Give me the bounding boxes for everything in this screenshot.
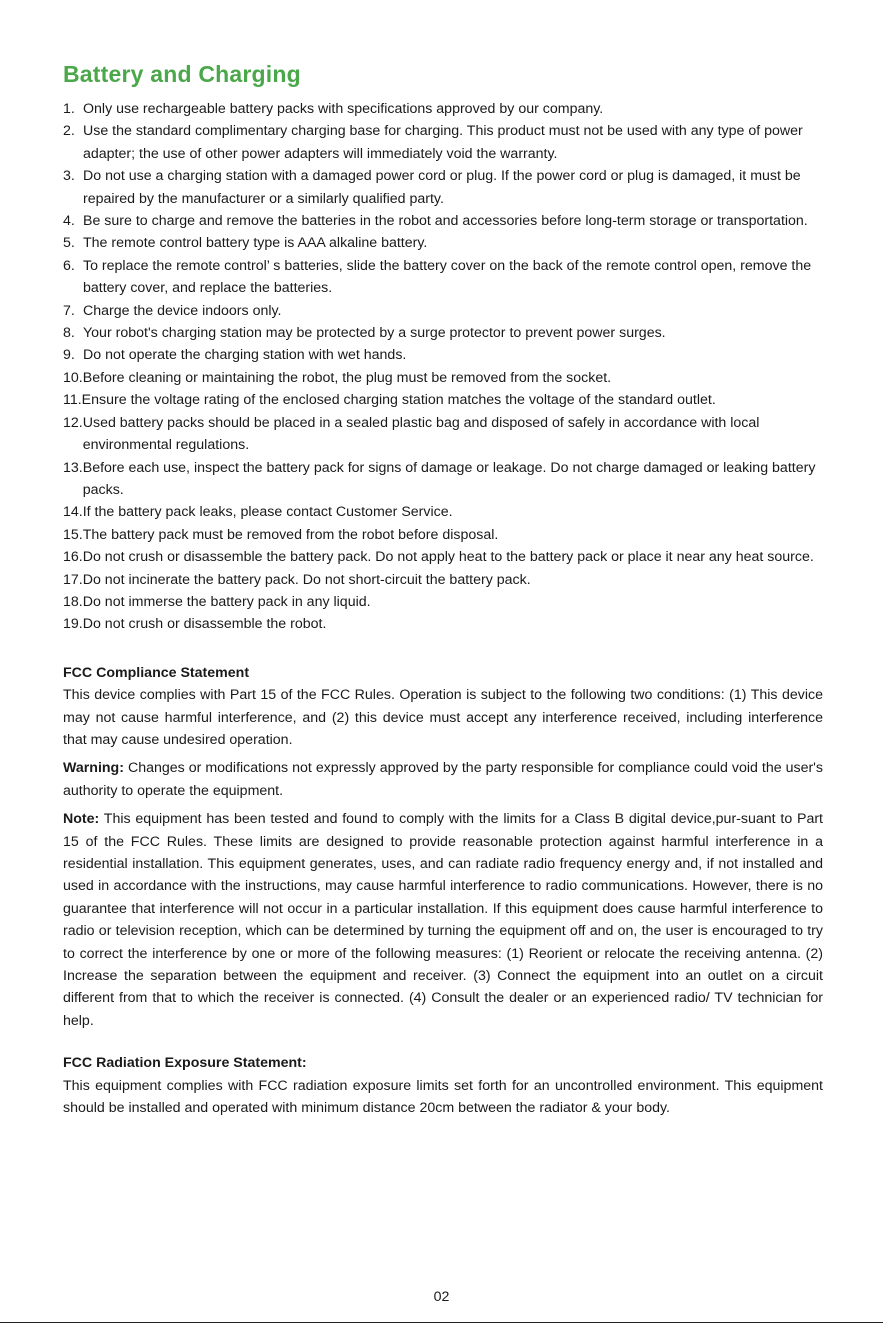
item-number: 1. [63, 101, 75, 117]
section-spacer [63, 1038, 823, 1052]
warning-label: Warning: [63, 760, 124, 777]
note-label: Note: [63, 811, 100, 828]
item-number: 8. [63, 325, 75, 342]
item-text: Your robot's charging station may be protected by a surge protector to prevent power surges. [83, 325, 666, 342]
item-number: 4. [63, 213, 75, 230]
radiation-body: This equipment complies with FCC radiation exposure limits set forth for an uncontrolled environment. This equipment should be installed and operated with minimum distance 20cm between the radiator & your body. [63, 1077, 823, 1117]
list-item [63, 210, 823, 232]
item-number: 18. [63, 593, 83, 610]
note-paragraph [63, 808, 823, 1032]
item-text: The battery pack must be removed from the robot before disposal. [82, 526, 499, 543]
item-number: 17. [63, 571, 83, 588]
section-spacer [63, 636, 823, 662]
warning-paragraph [63, 757, 823, 802]
list-item [63, 300, 823, 322]
item-text: Before each use, inspect the battery pack for signs of damage or leakage. Do not charge damaged or leaking battery packs. [82, 459, 816, 498]
list-item [63, 255, 823, 300]
list-item [63, 613, 823, 635]
item-text: Do not operate the charging station with wet hands. [83, 347, 407, 364]
list-item [63, 389, 823, 411]
item-text: The remote control battery type is AAA alkaline battery. [83, 235, 428, 252]
list-item [63, 232, 823, 254]
item-text: Do not crush or disassemble the battery pack. Do not apply heat to the battery pack or place it near any heat source. [82, 549, 814, 566]
item-number: 11. [63, 392, 82, 409]
item-text: Do not use a charging station with a damaged power cord or plug. If the power cord or plug is damaged, it must be repaired by the manufacturer or a similarly qualified party. [83, 168, 801, 207]
item-number: 5. [63, 235, 75, 252]
list-item [63, 344, 823, 366]
list-item [63, 501, 823, 523]
fcc-compliance-heading: FCC Compliance Statement [63, 664, 250, 681]
bottom-divider [0, 1322, 883, 1323]
item-number: 2. [63, 123, 75, 140]
item-number: 15. [63, 526, 83, 543]
list-item [63, 546, 823, 568]
list-item [63, 367, 823, 389]
list-item [63, 591, 823, 613]
item-text: Do not immerse the battery pack in any liquid. [82, 593, 371, 610]
item-number: 12. [63, 414, 83, 431]
item-number: 9. [63, 347, 75, 364]
list-item [63, 98, 823, 120]
item-text: Only use rechargeable battery packs with specifications approved by our company. [83, 101, 604, 117]
warning-text: Changes or modifications not expressly approved by the party responsible for compliance could void the user's authority to operate the equipment. [63, 760, 823, 799]
item-number: 19. [63, 616, 83, 633]
list-item [63, 120, 823, 165]
item-text: Ensure the voltage rating of the enclosed charging station matches the voltage of the standard outlet. [81, 392, 716, 409]
item-number: 10. [63, 369, 83, 386]
item-text: If the battery pack leaks, please contact Customer Service. [82, 504, 453, 521]
item-text: Do not crush or disassemble the robot. [82, 616, 327, 633]
list-item [63, 412, 823, 457]
item-text: Use the standard complimentary charging base for charging. This product must not be used with any type of power adapter; the use of other power adapters will immediately void the warranty. [83, 123, 803, 162]
item-number: 6. [63, 257, 75, 274]
item-text: To replace the remote control’ s batteries, slide the battery cover on the back of the remote control open, remove the battery cover, and replace the batteries. [83, 257, 812, 297]
item-number: 13. [63, 459, 83, 476]
page-title: Battery and Charging [63, 61, 301, 87]
item-text: Be sure to charge and remove the batteries in the robot and accessories before long-term storage or transportation. [83, 213, 808, 230]
battery-instructions-list [63, 98, 823, 636]
list-item [63, 165, 823, 210]
page-number: 02 [433, 1289, 450, 1305]
document-page [63, 58, 823, 1125]
fcc-compliance-body: This device complies with Part 15 of the FCC Rules. Operation is subject to the following two conditions: (1) This device may not cause harmful interference, and (2) this device must accept any interference received, including interference that may cause undesired operation. [63, 687, 823, 748]
list-item [63, 322, 823, 344]
list-item [63, 457, 823, 502]
radiation-heading: FCC Radiation Exposure Statement: [63, 1055, 307, 1072]
item-number: 14. [63, 504, 83, 521]
note-text: This equipment has been tested and found to comply with the limits for a Class B digital device,pur-suant to Part 15 of the FCC Rules. These limits are designed to provide reasonable protection against harmful interference in a residential installation. This equipment generates, uses, and can radiate radio frequency energy and, if not installed and used in accordance with the instructions, may cause harmful interference to radio communications. However, there is no guarantee that interference will not occur in a particular installation. If this equipment does cause harmful interference to radio or television reception, which can be determined by turning the equipment off and on, the user is encouraged to try to correct the interference by one or more of the following measures: (1) Reorient or relocate the receiving antenna. (2) Increase the separation between the equipment and receiver. (3) Connect the equipment into an outlet on a circuit different from that to which the receiver is connected. (4) Consult the dealer or an experienced radio/ TV technician for help. [63, 811, 823, 1029]
item-text: Used battery packs should be placed in a sealed plastic bag and disposed of safely in accordance with local environmental regulations. [82, 414, 760, 454]
list-item [63, 524, 823, 546]
item-text: Do not incinerate the battery pack. Do not short-circuit the battery pack. [82, 571, 531, 588]
item-number: 7. [63, 302, 75, 319]
list-item [63, 569, 823, 591]
item-text: Before cleaning or maintaining the robot, the plug must be removed from the socket. [82, 369, 612, 386]
item-text: Charge the device indoors only. [83, 302, 282, 319]
item-number: 16. [63, 549, 83, 566]
item-number: 3. [63, 168, 75, 185]
